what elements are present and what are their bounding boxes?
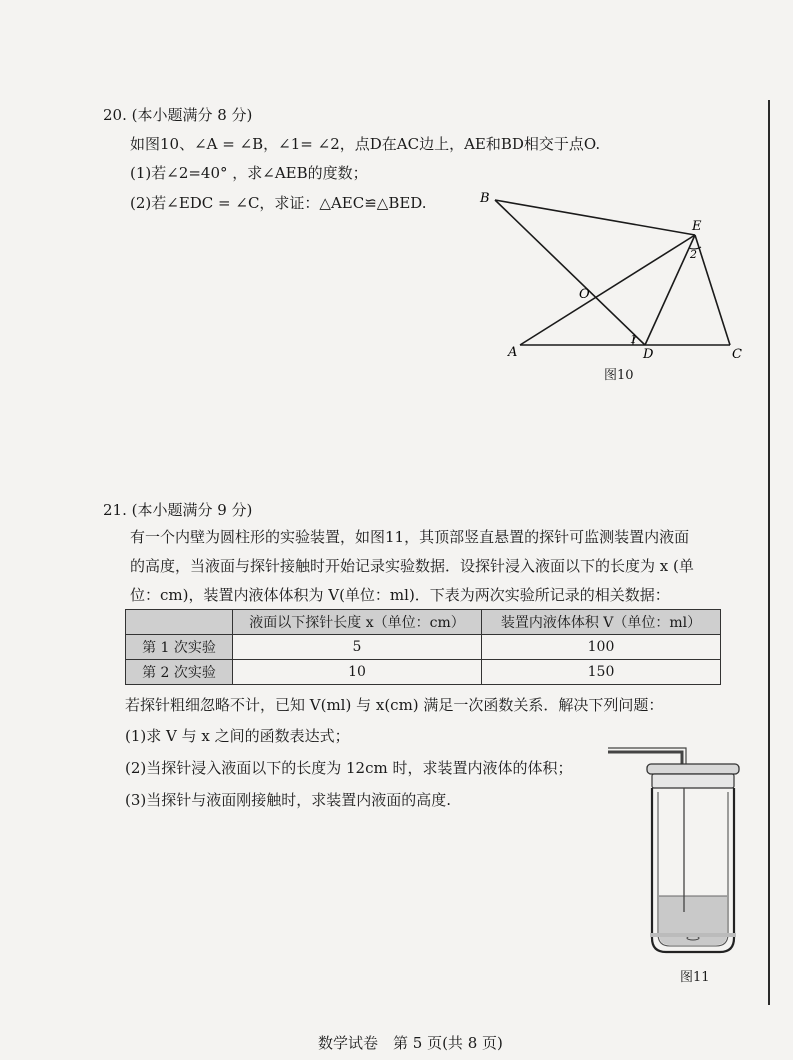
figure-11-apparatus: [600, 740, 750, 965]
table-row: [126, 635, 721, 660]
label-angle2: 2: [690, 248, 697, 261]
label-d: D: [643, 347, 654, 362]
q21-part3: (3)当探针与液面刚接触时，求装置内液面的高度.: [125, 791, 452, 809]
q21-after-table: 若探针粗细忽略不计，已知 V(ml) 与 x(cm) 满足一次函数关系．解决下列问题：: [125, 696, 664, 714]
q21-part2: (2)当探针浸入液面以下的长度为 12cm 时，求装置内液体的体积；: [125, 759, 573, 777]
table-header-v: 装置内液体体积 V（单位：ml）: [482, 610, 721, 635]
q21-stem-line-2: 的高度，当液面与探针接触时开始记录实验数据．设探针浸入液面以下的长度为 x (单: [130, 557, 694, 575]
table-row: [126, 660, 721, 685]
experiment-table: [125, 609, 721, 685]
page-footer: 数学试卷 第 5 页(共 8 页): [318, 1034, 503, 1052]
q21-stem-line-1: 有一个内壁为圆柱形的实验装置，如图11，其顶部竖直悬置的探针可监测装置内液面: [130, 528, 690, 546]
q20-stem: 如图10、∠A = ∠B，∠1= ∠2，点D在AC边上，AE和BD相交于点O.: [130, 135, 601, 153]
label-e: E: [692, 219, 702, 234]
table-cell-x: 10: [233, 660, 482, 685]
lid: [647, 764, 739, 774]
q21-part1: (1)求 V 与 x 之间的函数表达式；: [125, 727, 350, 745]
table-cell-x: 5: [233, 635, 482, 660]
table-row-label: 第 1 次实验: [126, 635, 233, 660]
q21-stem-line-3: 位：cm)，装置内液体体积为 V(单位：ml)．下表为两次实验所记录的相关数据：: [130, 586, 670, 604]
label-angle1: 1: [630, 333, 637, 346]
table-cell-v: 150: [482, 660, 721, 685]
q20-header: 20. (本小题满分 8 分): [103, 106, 253, 124]
q21-header: 21. (本小题满分 9 分): [103, 501, 253, 519]
label-a: A: [508, 345, 518, 360]
segment-ae: [520, 235, 695, 345]
table-header-corner: [126, 610, 233, 635]
figure-10: [470, 180, 770, 390]
table-header-x: 液面以下探针长度 x（单位：cm）: [233, 610, 482, 635]
q20-part2: (2)若∠EDC = ∠C，求证：△AEC≌△BED.: [130, 194, 427, 212]
table-cell-v: 100: [482, 635, 721, 660]
label-b: B: [480, 191, 490, 206]
figure-11-caption: 图11: [680, 970, 710, 985]
q20-part1: (1)若∠2=40° ，求∠AEB的度数；: [130, 164, 368, 182]
label-o: O: [579, 287, 590, 302]
label-c: C: [732, 347, 742, 362]
table-row-label: 第 2 次实验: [126, 660, 233, 685]
figure-10-caption: 图10: [604, 368, 634, 383]
segment-ec: [695, 235, 730, 345]
liquid: [659, 896, 727, 945]
